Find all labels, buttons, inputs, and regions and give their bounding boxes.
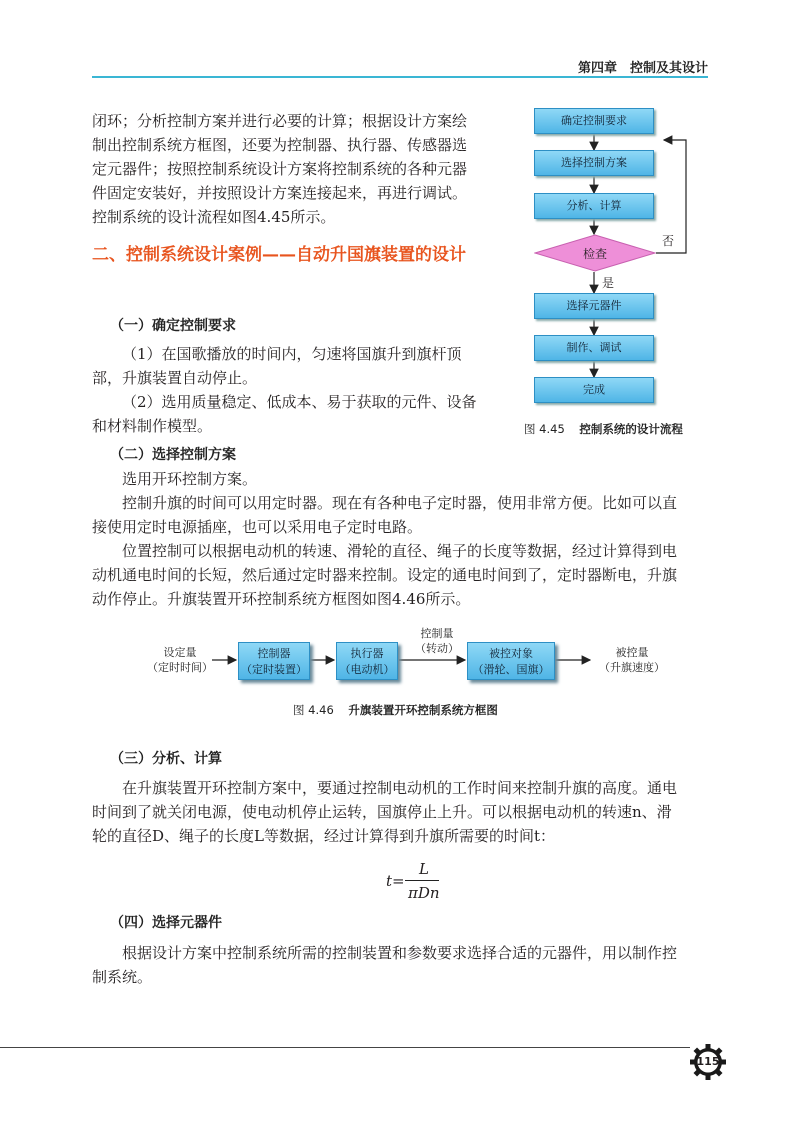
- body-line: 在升旗装置开环控制方案中，要通过控制电动机的工作时间来控制升旗的高度。通电: [122, 779, 678, 797]
- intro-line: 控制系统的设计流程如图4.45所示。: [92, 208, 336, 226]
- flow-yes-label: 是: [602, 276, 615, 290]
- label-line: 执行器: [350, 647, 384, 660]
- block-input-label: [140, 645, 220, 675]
- intro-line: 闭环；分析控制方案并进行必要的计算；根据设计方案绘: [92, 112, 468, 130]
- flow-step-components: 选择元器件: [534, 293, 654, 319]
- page-number: 115: [696, 1055, 720, 1068]
- caption-text: 升旗装置开环控制系统方框图: [348, 703, 498, 717]
- body-line: 动机通电时间的长短，然后通过定时器来控制。设定的通电时间到了，定时器断电，升旗: [92, 566, 678, 584]
- flow-step-scheme: 选择控制方案: [534, 150, 654, 176]
- flow-step-analysis: 分析、计算: [534, 193, 654, 219]
- label-line: 设定量: [163, 646, 197, 659]
- subsection-title-4: （四）选择元器件: [110, 915, 222, 931]
- subsection-title-2: （二）选择控制方案: [110, 447, 236, 463]
- figure-caption-446: [293, 702, 498, 718]
- body-line: 接使用定时电源插座，也可以采用电子定时电路。: [92, 518, 423, 536]
- label-line: 控制量: [420, 627, 454, 640]
- subsection-title-1: （一）确定控制要求: [110, 318, 236, 334]
- block-actuator: [336, 642, 398, 680]
- figure-caption-445: [524, 421, 683, 437]
- body-line: 部，升旗装置自动停止。: [92, 369, 258, 387]
- body-line: （1）在国歌播放的时间内，匀速将国旗升到旗杆顶: [122, 345, 462, 363]
- intro-line: 制出控制系统方框图，还要为控制器、执行器、传感器选: [92, 136, 468, 154]
- label-line: （定时装置）: [241, 663, 307, 676]
- body-line: 控制升旗的时间可以用定时器。现在有各种电子定时器，使用非常方便。比如可以直: [122, 494, 678, 512]
- label-line: （滑轮、国旗）: [472, 663, 550, 676]
- label-line: （电动机）: [339, 663, 395, 676]
- caption-text: 控制系统的设计流程: [579, 422, 683, 436]
- subsection-2-body: [92, 467, 712, 611]
- block-plant: [467, 642, 555, 680]
- flow-step-build: 制作、调试: [534, 335, 654, 361]
- subsection-1-body: [92, 342, 512, 438]
- flow-step-check-label: 检查: [582, 247, 607, 261]
- intro-line: 件固定安装好，并按照设计方案连接起来，再进行调试。: [92, 184, 468, 202]
- footer-rule: [0, 1047, 690, 1048]
- body-line: 动作停止。升旗装置开环控制系统方框图如图4.46所示。: [92, 590, 471, 608]
- formula-fraction-bar: [405, 880, 439, 881]
- caption-number: 图 4.46: [293, 703, 334, 717]
- body-line: （2）选用质量稳定、低成本、易于获取的元件、设备: [122, 393, 477, 411]
- flow-step-requirements: 确定控制要求: [534, 108, 654, 134]
- subsection-title-3: （三）分析、计算: [110, 751, 222, 767]
- label-line: （转动）: [415, 642, 459, 655]
- section-title: 二、控制系统设计案例——自动升国旗装置的设计: [92, 245, 466, 265]
- body-line: 根据设计方案中控制系统所需的控制装置和参数要求选择合适的元器件，用以制作控: [122, 944, 678, 962]
- label-line: 被控量: [615, 646, 649, 659]
- chapter-header: 第四章 控制及其设计: [577, 61, 708, 76]
- label-line: 被控对象: [489, 647, 533, 660]
- body-line: 时间到了就关闭电源，使电动机停止运转，国旗停止上升。可以根据电动机的转速n、滑: [92, 803, 672, 821]
- flow-no-label: 否: [662, 234, 675, 248]
- block-controller: [238, 642, 310, 680]
- block-control-variable-label: [408, 626, 466, 656]
- header-rule: [92, 76, 708, 78]
- body-line: 和材料制作模型。: [92, 417, 213, 435]
- body-line: 制系统。: [92, 968, 153, 986]
- intro-line: 定元器件；按照控制系统设计方案将控制系统的各种元器: [92, 160, 468, 178]
- body-line: 轮的直径D、绳子的长度L等数据，经过计算得到升旗所需要的时间t：: [92, 827, 556, 845]
- body-line: 选用开环控制方案。: [122, 470, 258, 488]
- body-line: 位置控制可以根据电动机的转速、滑轮的直径、绳子的长度等数据，经过计算得到电: [122, 542, 678, 560]
- subsection-4-body: [92, 941, 712, 989]
- label-line: （升旗速度）: [599, 661, 665, 674]
- formula-lhs: t=: [386, 872, 405, 890]
- subsection-3-body: [92, 776, 712, 848]
- block-output-label: [592, 645, 672, 675]
- caption-number: 图 4.45: [524, 422, 565, 436]
- formula-denominator: πDn: [408, 884, 440, 902]
- label-line: （定时时间）: [147, 661, 213, 674]
- label-line: 控制器: [257, 647, 291, 660]
- flow-step-done: 完成: [534, 377, 654, 403]
- formula-numerator: L: [419, 860, 429, 878]
- intro-paragraph: [92, 109, 512, 229]
